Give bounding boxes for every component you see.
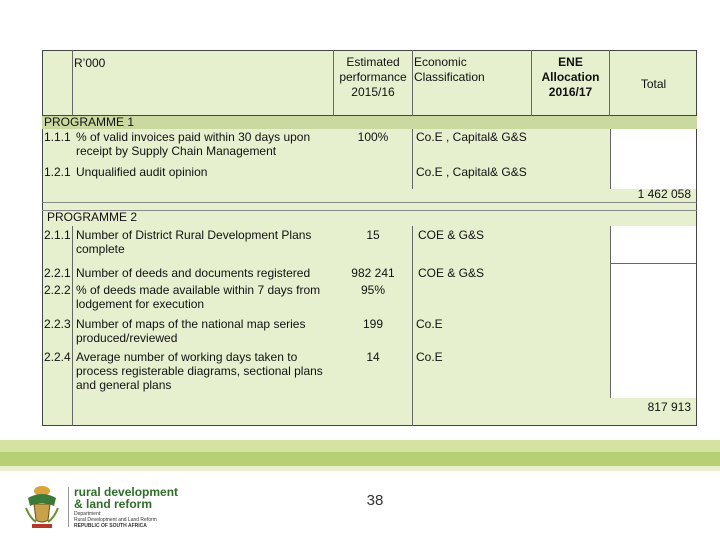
row-description: Number of District Rural Development Plans complete (76, 228, 312, 256)
row-description: Unqualified audit opinion (76, 165, 208, 179)
row-number: 1.1.1 (44, 130, 71, 144)
programme1-divider (412, 129, 413, 189)
row-performance: 95% (360, 283, 386, 297)
row-number: 2.2.3 (44, 317, 71, 331)
programme2-total-rule (610, 263, 696, 264)
programme1-total-cell (610, 129, 696, 189)
row-performance: 982 241 (351, 266, 395, 280)
programme2-total: 817 913 (647, 400, 691, 414)
footer-band (0, 440, 720, 452)
header-divider (72, 50, 73, 116)
row-economic-classification: COE & G&S (418, 266, 485, 280)
logo-divider (68, 487, 69, 527)
header-estimated-performance: Estimated performance 2015/16 (339, 55, 407, 99)
row-description: Number of maps of the national map series produced/reviewed (76, 317, 306, 345)
row-economic-classification: Co.E (416, 317, 443, 331)
row-economic-classification: COE & G&S (418, 228, 485, 242)
coat-of-arms-icon (20, 484, 64, 530)
row-performance: 199 (362, 317, 384, 331)
row-economic-classification: Co.E , Capital& G&S (416, 165, 527, 179)
row-number: 2.2.2 (44, 283, 71, 297)
header-economic-classification: Economic Classification (414, 55, 485, 84)
header-divider (412, 50, 413, 116)
header-total: Total (640, 77, 667, 91)
programme1-title-bar (42, 116, 697, 129)
unit-label: R’000 (74, 56, 106, 70)
row-economic-classification: Co.E , Capital& G&S (416, 130, 527, 144)
logo-wordmark: rural development & land reform (74, 485, 179, 511)
programme2-divider (72, 226, 73, 426)
programme2-top-rule (42, 210, 697, 211)
logo-department-text: Department: Rural Development and Land Reform REPUBLIC OF SOUTH AFRICA (74, 511, 157, 529)
programme1-title: PROGRAMME 1 (44, 115, 135, 129)
programme2-divider (412, 226, 413, 426)
row-economic-classification: Co.E (416, 350, 443, 364)
row-performance: 14 (366, 350, 380, 364)
footer-band (0, 466, 720, 471)
row-performance: 100% (357, 130, 389, 144)
programme2-title: PROGRAMME 2 (47, 210, 138, 224)
row-number: 2.2.1 (44, 266, 71, 280)
row-description: % of valid invoices paid within 30 days upon receipt by Supply Chain Management (76, 130, 311, 158)
row-number: 2.2.4 (44, 350, 71, 364)
row-number: 2.1.1 (44, 228, 71, 242)
row-performance: 15 (366, 228, 380, 242)
row-description: Number of deeds and documents registered (76, 266, 311, 280)
page-number: 38 (366, 492, 384, 509)
row-description: % of deeds made available within 7 days from lodgement for execution (76, 283, 321, 311)
row-description: Average number of working days taken to process registerable diagrams, sectional plans and general plans (76, 350, 323, 392)
programme2-total-cell (610, 226, 696, 398)
header-ene-allocation: ENE Allocation 2016/17 (541, 55, 600, 99)
row-number: 1.2.1 (44, 165, 71, 179)
programme1-total: 1 462 058 (637, 187, 691, 201)
footer-band (0, 452, 720, 466)
